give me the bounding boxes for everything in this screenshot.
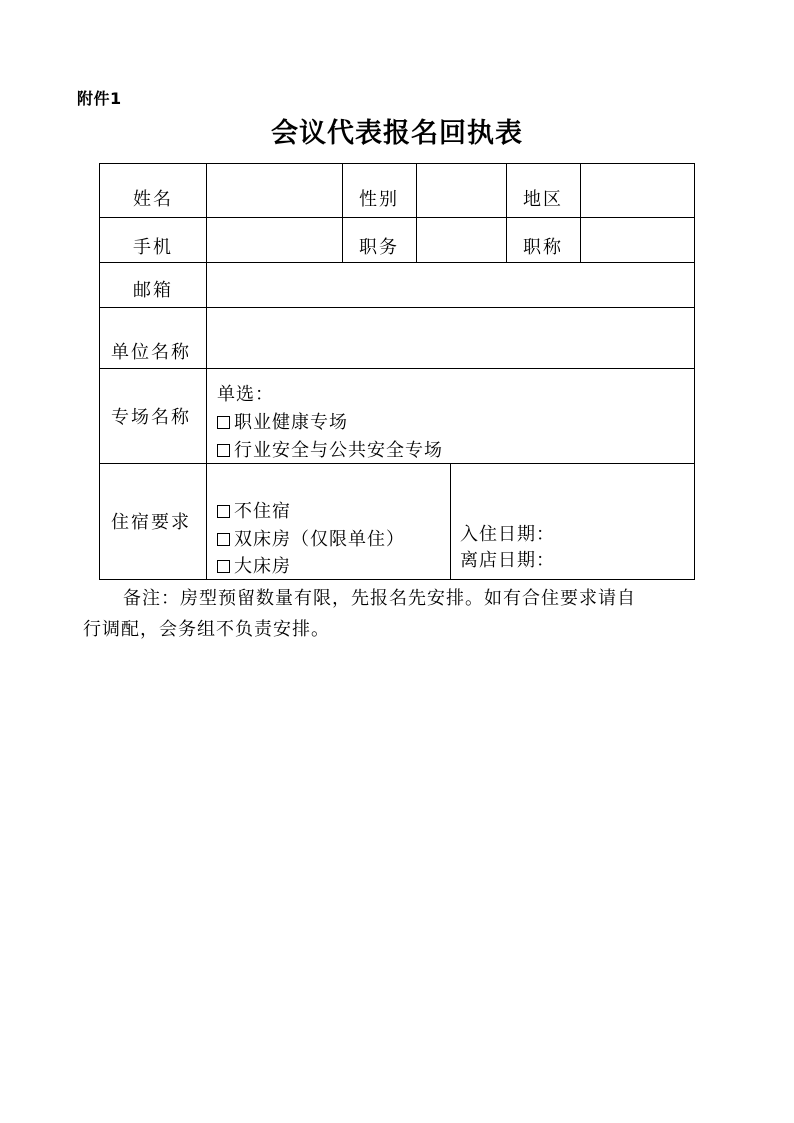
row-divider	[100, 463, 694, 464]
note-line-1: 备注：房型预留数量有限，先报名先安排。如有合住要求请自	[123, 588, 636, 609]
page-title: 会议代表报名回执表	[271, 118, 523, 149]
checkbox[interactable]	[217, 505, 230, 518]
phone-field[interactable]	[207, 218, 342, 262]
col-divider	[342, 164, 343, 262]
lodging-option-twin-room[interactable]	[217, 531, 405, 549]
checkbox[interactable]	[217, 444, 230, 457]
organization-label: 单位名称	[111, 342, 191, 363]
name-label: 姓名	[133, 189, 173, 210]
lodging-option-no-stay[interactable]	[217, 503, 291, 521]
checkbox[interactable]	[217, 416, 230, 429]
name-field[interactable]	[207, 164, 342, 217]
session-option-industry-safety[interactable]	[217, 442, 443, 460]
session-label: 专场名称	[111, 407, 191, 428]
session-option-occupational-health[interactable]	[217, 414, 348, 432]
position-label: 职务	[359, 237, 399, 258]
col-divider	[450, 463, 451, 579]
position-field[interactable]	[417, 218, 506, 262]
title-rank-field[interactable]	[581, 218, 694, 262]
organization-field[interactable]	[207, 308, 694, 368]
phone-label: 手机	[133, 237, 173, 258]
region-label: 地区	[523, 189, 563, 210]
title-rank-label: 职称	[523, 237, 563, 258]
session-hint: 单选：	[217, 384, 274, 405]
gender-field[interactable]	[417, 164, 506, 217]
option-label: 行业安全与公共安全专场	[234, 440, 443, 461]
registration-form-table	[99, 163, 695, 580]
email-label: 邮箱	[133, 280, 173, 301]
option-label: 不住宿	[234, 501, 291, 522]
col-divider	[506, 164, 507, 262]
row-divider	[100, 368, 694, 369]
option-label: 双床房（仅限单住）	[234, 529, 405, 550]
checkin-date-label: 入住日期：	[460, 524, 555, 545]
attachment-label: 附件1	[77, 89, 122, 108]
checkbox[interactable]	[217, 533, 230, 546]
note-line-2: 行调配，会务组不负责安排。	[83, 619, 330, 640]
checkout-date-label: 离店日期：	[460, 550, 555, 571]
lodging-option-king-room[interactable]	[217, 558, 291, 576]
email-field[interactable]	[207, 263, 694, 307]
lodging-label: 住宿要求	[111, 512, 191, 533]
region-field[interactable]	[581, 164, 694, 217]
gender-label: 性别	[359, 189, 399, 210]
option-label: 职业健康专场	[234, 412, 348, 433]
option-label: 大床房	[234, 556, 291, 577]
checkbox[interactable]	[217, 560, 230, 573]
